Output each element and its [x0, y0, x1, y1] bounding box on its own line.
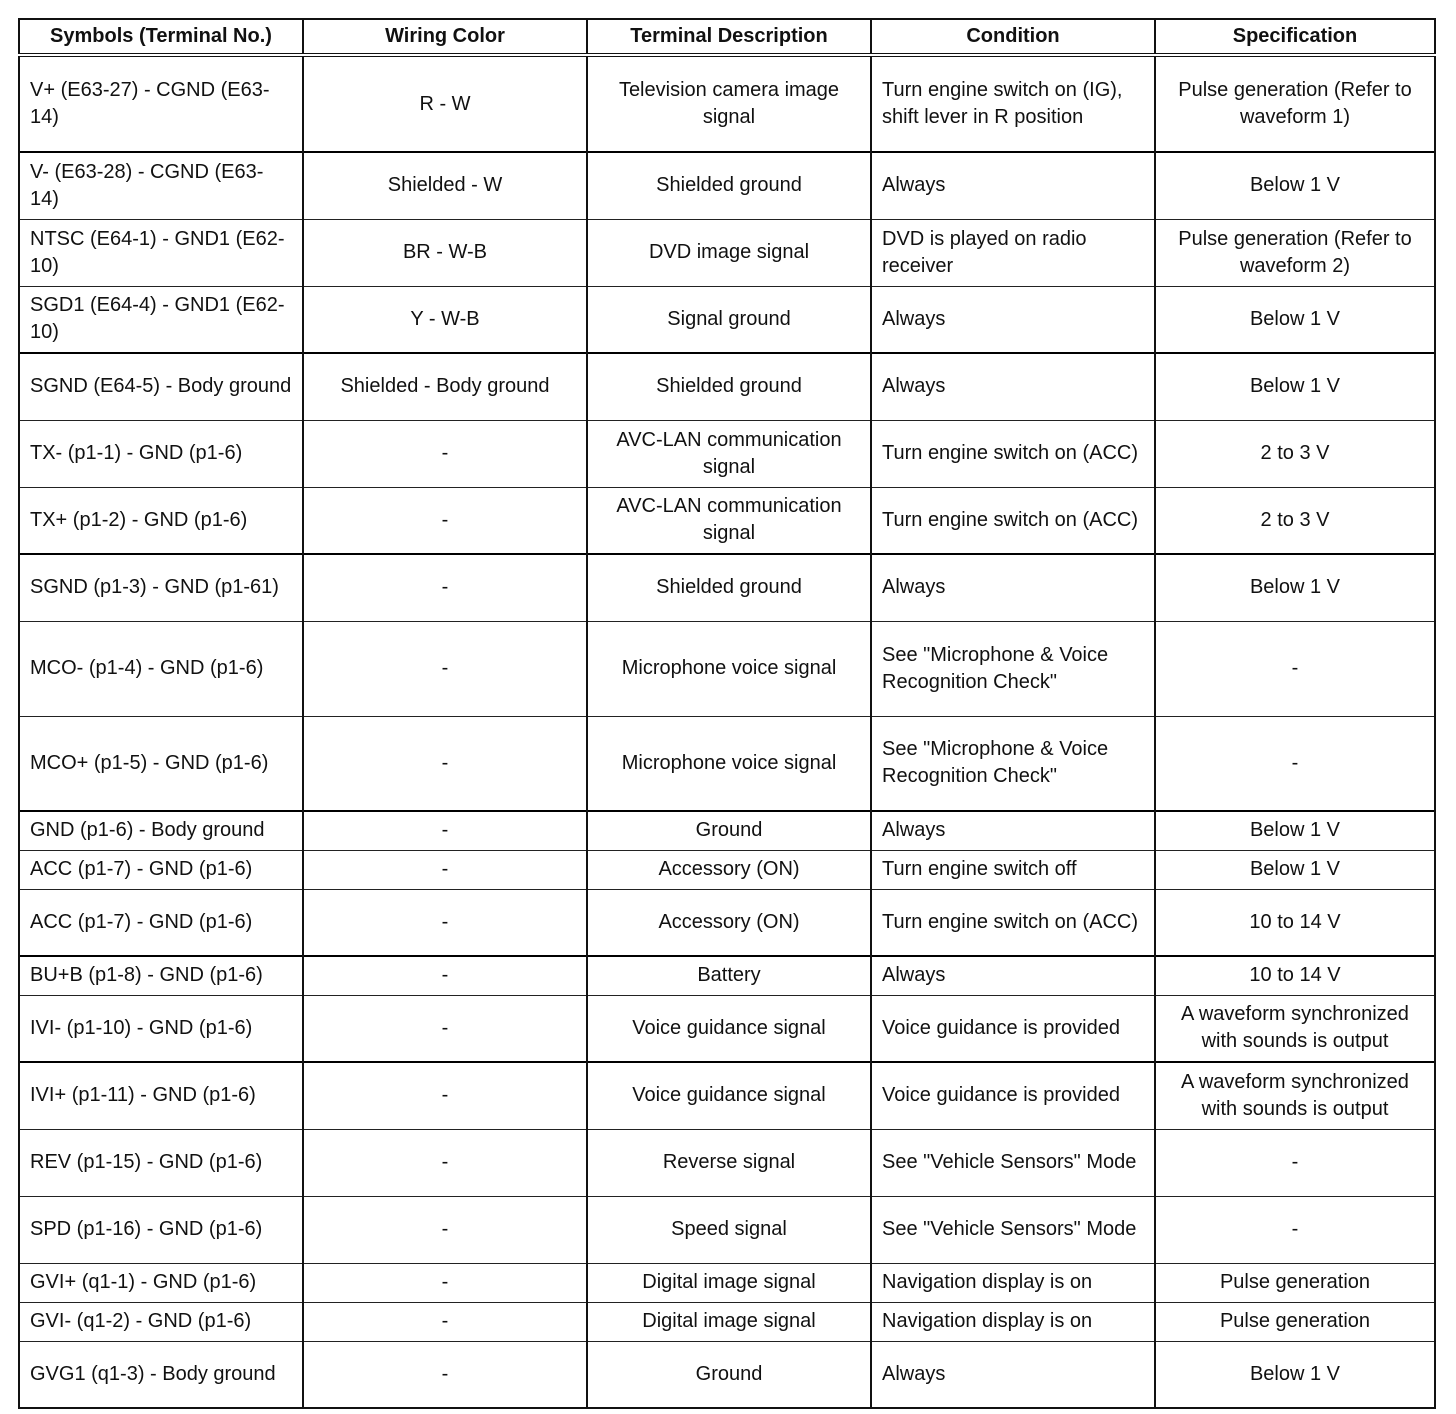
cell-terminal-description: Ground — [587, 1341, 871, 1408]
cell-terminal-description: Accessory (ON) — [587, 889, 871, 956]
terminal-spec-table — [18, 18, 1436, 1409]
cell-symbol: NTSC (E64-1) - GND1 (E62-10) — [19, 219, 303, 286]
cell-terminal-description: Microphone voice signal — [587, 621, 871, 716]
table-row — [19, 1129, 1435, 1196]
cell-wiring-color: - — [303, 621, 587, 716]
cell-specification: A waveform synchronized with sounds is output — [1155, 1062, 1435, 1129]
cell-specification: Below 1 V — [1155, 1341, 1435, 1408]
table-row — [19, 850, 1435, 889]
cell-specification: Pulse generation — [1155, 1263, 1435, 1302]
cell-condition: Always — [871, 1341, 1155, 1408]
cell-wiring-color: - — [303, 554, 587, 621]
cell-specification: Below 1 V — [1155, 286, 1435, 353]
cell-specification: Pulse generation (Refer to waveform 2) — [1155, 219, 1435, 286]
header-row — [19, 19, 1435, 55]
cell-symbol: GVG1 (q1-3) - Body ground — [19, 1341, 303, 1408]
cell-symbol: ACC (p1-7) - GND (p1-6) — [19, 889, 303, 956]
table-row — [19, 1341, 1435, 1408]
cell-symbol: SGND (E64-5) - Body ground — [19, 353, 303, 420]
cell-terminal-description: Reverse signal — [587, 1129, 871, 1196]
header-condition: Condition — [871, 19, 1155, 55]
cell-condition: Always — [871, 353, 1155, 420]
cell-condition: Always — [871, 286, 1155, 353]
header-terminal-description: Terminal Description — [587, 19, 871, 55]
cell-wiring-color: - — [303, 1196, 587, 1263]
cell-wiring-color: - — [303, 716, 587, 811]
cell-wiring-color: - — [303, 956, 587, 995]
table-row — [19, 353, 1435, 420]
cell-symbol: V- (E63-28) - CGND (E63-14) — [19, 152, 303, 219]
cell-symbol: GVI+ (q1-1) - GND (p1-6) — [19, 1263, 303, 1302]
cell-condition: See "Microphone & Voice Recognition Check" — [871, 621, 1155, 716]
cell-condition: Always — [871, 956, 1155, 995]
cell-condition: Turn engine switch off — [871, 850, 1155, 889]
header-symbols: Symbols (Terminal No.) — [19, 19, 303, 55]
cell-terminal-description: Ground — [587, 811, 871, 850]
table-row — [19, 152, 1435, 219]
cell-condition: See "Microphone & Voice Recognition Check" — [871, 716, 1155, 811]
table-row — [19, 716, 1435, 811]
cell-condition: Always — [871, 554, 1155, 621]
cell-terminal-description: Microphone voice signal — [587, 716, 871, 811]
cell-terminal-description: Shielded ground — [587, 554, 871, 621]
cell-condition: Turn engine switch on (IG), shift lever in R position — [871, 55, 1155, 152]
table-row — [19, 554, 1435, 621]
table-row — [19, 811, 1435, 850]
table-row — [19, 1302, 1435, 1341]
cell-specification: A waveform synchronized with sounds is output — [1155, 995, 1435, 1062]
cell-specification: Below 1 V — [1155, 811, 1435, 850]
cell-symbol: SGD1 (E64-4) - GND1 (E62-10) — [19, 286, 303, 353]
cell-symbol: TX- (p1-1) - GND (p1-6) — [19, 420, 303, 487]
cell-terminal-description: Speed signal — [587, 1196, 871, 1263]
table-row — [19, 420, 1435, 487]
cell-wiring-color: - — [303, 850, 587, 889]
cell-wiring-color: Y - W-B — [303, 286, 587, 353]
cell-wiring-color: BR - W-B — [303, 219, 587, 286]
cell-terminal-description: DVD image signal — [587, 219, 871, 286]
cell-terminal-description: Voice guidance signal — [587, 1062, 871, 1129]
cell-symbol: V+ (E63-27) - CGND (E63-14) — [19, 55, 303, 152]
cell-specification: - — [1155, 716, 1435, 811]
cell-wiring-color: - — [303, 1263, 587, 1302]
cell-symbol: REV (p1-15) - GND (p1-6) — [19, 1129, 303, 1196]
cell-wiring-color: - — [303, 1129, 587, 1196]
cell-symbol: IVI+ (p1-11) - GND (p1-6) — [19, 1062, 303, 1129]
cell-condition: See "Vehicle Sensors" Mode — [871, 1196, 1155, 1263]
table-header — [19, 19, 1435, 55]
cell-specification: Pulse generation — [1155, 1302, 1435, 1341]
cell-wiring-color: - — [303, 1062, 587, 1129]
table-row — [19, 487, 1435, 554]
cell-specification: Below 1 V — [1155, 152, 1435, 219]
cell-condition: Voice guidance is provided — [871, 995, 1155, 1062]
cell-condition: DVD is played on radio receiver — [871, 219, 1155, 286]
cell-specification: 10 to 14 V — [1155, 889, 1435, 956]
cell-wiring-color: Shielded - W — [303, 152, 587, 219]
header-wiring-color: Wiring Color — [303, 19, 587, 55]
cell-symbol: MCO- (p1-4) - GND (p1-6) — [19, 621, 303, 716]
cell-symbol: TX+ (p1-2) - GND (p1-6) — [19, 487, 303, 554]
cell-condition: Always — [871, 811, 1155, 850]
cell-symbol: GND (p1-6) - Body ground — [19, 811, 303, 850]
cell-specification: - — [1155, 621, 1435, 716]
cell-terminal-description: Shielded ground — [587, 152, 871, 219]
cell-symbol: IVI- (p1-10) - GND (p1-6) — [19, 995, 303, 1062]
cell-wiring-color: - — [303, 420, 587, 487]
cell-symbol: MCO+ (p1-5) - GND (p1-6) — [19, 716, 303, 811]
table-row — [19, 621, 1435, 716]
cell-specification: Below 1 V — [1155, 850, 1435, 889]
cell-condition: Navigation display is on — [871, 1263, 1155, 1302]
cell-symbol: SPD (p1-16) - GND (p1-6) — [19, 1196, 303, 1263]
cell-wiring-color: R - W — [303, 55, 587, 152]
cell-specification: Pulse generation (Refer to waveform 1) — [1155, 55, 1435, 152]
cell-condition: Turn engine switch on (ACC) — [871, 420, 1155, 487]
cell-specification: Below 1 V — [1155, 353, 1435, 420]
cell-terminal-description: AVC-LAN communication signal — [587, 487, 871, 554]
cell-specification: - — [1155, 1196, 1435, 1263]
cell-specification: 10 to 14 V — [1155, 956, 1435, 995]
table-row — [19, 956, 1435, 995]
cell-wiring-color: - — [303, 889, 587, 956]
table-row — [19, 889, 1435, 956]
table-row — [19, 286, 1435, 353]
cell-specification: 2 to 3 V — [1155, 420, 1435, 487]
cell-wiring-color: - — [303, 811, 587, 850]
cell-terminal-description: AVC-LAN communication signal — [587, 420, 871, 487]
cell-terminal-description: Signal ground — [587, 286, 871, 353]
table-row — [19, 1062, 1435, 1129]
header-specification: Specification — [1155, 19, 1435, 55]
table-row — [19, 55, 1435, 152]
cell-wiring-color: - — [303, 487, 587, 554]
cell-wiring-color: - — [303, 1341, 587, 1408]
cell-terminal-description: Television camera image signal — [587, 55, 871, 152]
cell-terminal-description: Voice guidance signal — [587, 995, 871, 1062]
table-body — [19, 55, 1435, 1408]
cell-condition: Navigation display is on — [871, 1302, 1155, 1341]
table-row — [19, 219, 1435, 286]
cell-specification: - — [1155, 1129, 1435, 1196]
cell-condition: Turn engine switch on (ACC) — [871, 889, 1155, 956]
cell-symbol: ACC (p1-7) - GND (p1-6) — [19, 850, 303, 889]
cell-condition: Turn engine switch on (ACC) — [871, 487, 1155, 554]
cell-specification: 2 to 3 V — [1155, 487, 1435, 554]
cell-terminal-description: Digital image signal — [587, 1302, 871, 1341]
cell-condition: Always — [871, 152, 1155, 219]
cell-wiring-color: - — [303, 995, 587, 1062]
cell-terminal-description: Shielded ground — [587, 353, 871, 420]
cell-terminal-description: Battery — [587, 956, 871, 995]
cell-symbol: GVI- (q1-2) - GND (p1-6) — [19, 1302, 303, 1341]
table-row — [19, 1196, 1435, 1263]
cell-wiring-color: - — [303, 1302, 587, 1341]
cell-condition: See "Vehicle Sensors" Mode — [871, 1129, 1155, 1196]
cell-condition: Voice guidance is provided — [871, 1062, 1155, 1129]
cell-terminal-description: Digital image signal — [587, 1263, 871, 1302]
cell-symbol: BU+B (p1-8) - GND (p1-6) — [19, 956, 303, 995]
table-row — [19, 995, 1435, 1062]
table-row — [19, 1263, 1435, 1302]
cell-specification: Below 1 V — [1155, 554, 1435, 621]
cell-terminal-description: Accessory (ON) — [587, 850, 871, 889]
cell-symbol: SGND (p1-3) - GND (p1-61) — [19, 554, 303, 621]
cell-wiring-color: Shielded - Body ground — [303, 353, 587, 420]
